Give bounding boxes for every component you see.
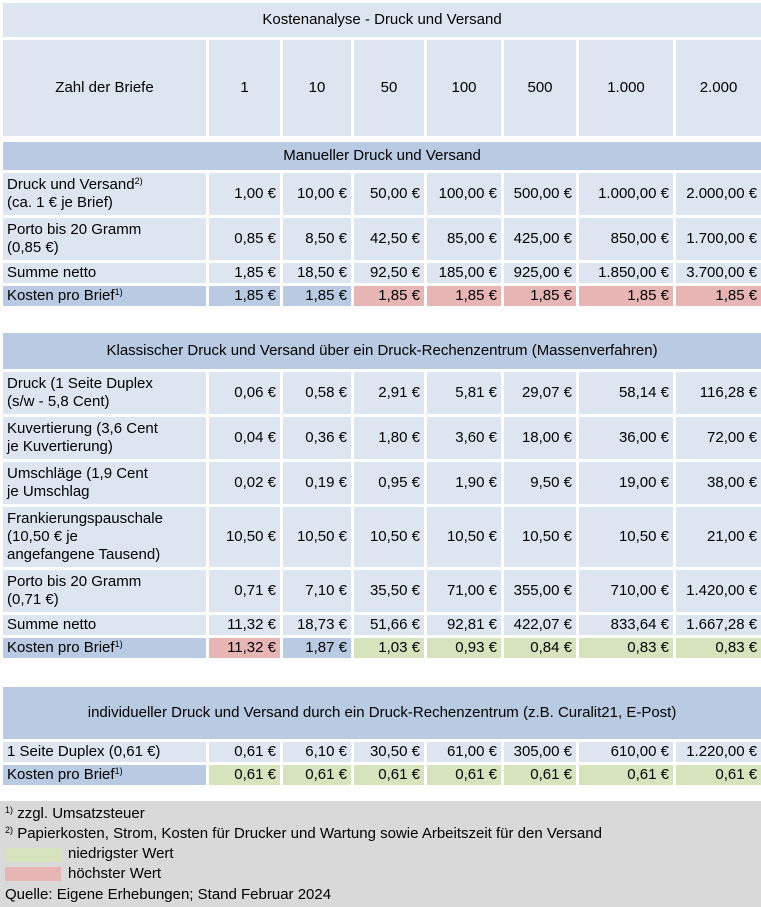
value-cell: 1.420,00 €	[676, 570, 761, 612]
value-cell: 610,00 €	[579, 742, 673, 762]
cost-value-cell: 1,85 €	[504, 286, 576, 306]
value-cell: 2.000,00 €	[676, 173, 761, 215]
page-title: Kostenanalyse - Druck und Versand	[3, 3, 761, 37]
table-row	[3, 417, 761, 459]
footnote-ref: 1)	[114, 766, 123, 776]
table-row	[3, 173, 761, 215]
row-label	[3, 218, 206, 260]
legend-lowest-swatch	[5, 848, 61, 862]
value-cell: 0,71 €	[209, 570, 280, 612]
value-cell: 3,60 €	[427, 417, 501, 459]
value-cell: 6,10 €	[283, 742, 351, 762]
cost-per-letter-label	[3, 638, 206, 658]
row-label	[3, 417, 206, 459]
section-classic	[0, 330, 761, 661]
cost-value-cell: 1,85 €	[209, 286, 280, 306]
value-cell: 1.000,00 €	[579, 173, 673, 215]
value-cell: 10,50 €	[579, 507, 673, 567]
cost-value-cell: 0,93 €	[427, 638, 501, 658]
row-label	[3, 742, 206, 762]
value-cell: 422,07 €	[504, 615, 576, 635]
value-cell: 9,50 €	[504, 462, 576, 504]
value-cell: 0,58 €	[283, 372, 351, 414]
row-label-line: (0,71 €)	[7, 591, 59, 608]
value-cell: 71,00 €	[427, 570, 501, 612]
value-cell: 1.667,28 €	[676, 615, 761, 635]
value-cell: 58,14 €	[579, 372, 673, 414]
value-cell: 18,00 €	[504, 417, 576, 459]
value-cell: 7,10 €	[283, 570, 351, 612]
table-row	[3, 372, 761, 414]
row-label	[3, 462, 206, 504]
letter-count-label: Zahl der Briefe	[3, 40, 206, 136]
section-title-individual: individueller Druck und Versand durch ein Druck-Rechenzentrum (z.B. Curalit21, E-Post)	[3, 687, 761, 739]
cost-value-cell: 0,84 €	[504, 638, 576, 658]
cost-value-cell: 1,85 €	[676, 286, 761, 306]
cost-value-cell: 0,61 €	[209, 765, 280, 785]
value-cell: 185,00 €	[427, 263, 501, 283]
section-title-manual: Manueller Druck und Versand	[3, 142, 761, 170]
table-row	[3, 507, 761, 567]
cost-per-letter-label	[3, 765, 206, 785]
footnote-ref: 1)	[114, 287, 123, 297]
footnote-2-mark: 2)	[5, 825, 14, 835]
header-table	[0, 0, 761, 139]
footnote-1-mark: 1)	[5, 805, 14, 815]
section-title-classic: Klassischer Druck und Versand über ein Druck-Rechenzentrum (Massenverfahren)	[3, 333, 761, 369]
footnotes	[0, 801, 761, 907]
value-cell: 10,50 €	[354, 507, 424, 567]
cost-value-cell: 0,61 €	[283, 765, 351, 785]
row-label-line: Porto bis 20 Gramm	[7, 221, 142, 238]
footnote-1-text: zzgl. Umsatzsteuer	[17, 805, 145, 822]
row-label-line: Druck und Versand	[7, 176, 135, 193]
value-cell: 305,00 €	[504, 742, 576, 762]
table-row	[3, 570, 761, 612]
cost-value-cell: 11,32 €	[209, 638, 280, 658]
row-label	[3, 173, 206, 215]
value-cell: 1.220,00 €	[676, 742, 761, 762]
value-cell: 10,50 €	[504, 507, 576, 567]
value-cell: 10,50 €	[283, 507, 351, 567]
count-50: 50	[354, 40, 424, 136]
count-1000: 1.000	[579, 40, 673, 136]
row-label-line: (ca. 1 € je Brief)	[7, 194, 113, 211]
cost-per-letter-label	[3, 286, 206, 306]
cost-value-cell: 1,87 €	[283, 638, 351, 658]
cost-value-cell: 0,61 €	[676, 765, 761, 785]
table-row	[3, 218, 761, 260]
value-cell: 0,85 €	[209, 218, 280, 260]
cost-value-cell: 0,61 €	[354, 765, 424, 785]
value-cell: 116,28 €	[676, 372, 761, 414]
value-cell: 29,07 €	[504, 372, 576, 414]
value-cell: 2,91 €	[354, 372, 424, 414]
value-cell: 35,50 €	[354, 570, 424, 612]
value-cell: 51,66 €	[354, 615, 424, 635]
value-cell: 72,00 €	[676, 417, 761, 459]
row-label-line: (10,50 € je	[7, 528, 78, 545]
table-row	[3, 462, 761, 504]
section-manual	[0, 139, 761, 309]
cost-value-cell: 0,61 €	[504, 765, 576, 785]
value-cell: 1,90 €	[427, 462, 501, 504]
value-cell: 36,00 €	[579, 417, 673, 459]
value-cell: 355,00 €	[504, 570, 576, 612]
row-label-line: Druck (1 Seite Duplex	[7, 375, 153, 392]
count-500: 500	[504, 40, 576, 136]
cost-per-letter-row	[3, 765, 761, 785]
row-label-line: angefangene Tausend)	[7, 546, 161, 563]
row-label	[3, 615, 206, 635]
cost-value-cell: 0,83 €	[579, 638, 673, 658]
cost-per-letter-text: Kosten pro Brief	[7, 766, 115, 783]
cost-value-cell: 1,85 €	[283, 286, 351, 306]
value-cell: 1,80 €	[354, 417, 424, 459]
value-cell: 10,50 €	[427, 507, 501, 567]
value-cell: 833,64 €	[579, 615, 673, 635]
cost-per-letter-row	[3, 286, 761, 306]
legend-highest-swatch	[5, 867, 61, 881]
value-cell: 500,00 €	[504, 173, 576, 215]
row-label-line: Porto bis 20 Gramm	[7, 573, 142, 590]
footnote-1	[5, 804, 145, 823]
row-label-line: Umschläge (1,9 Cent	[7, 465, 148, 482]
value-cell: 8,50 €	[283, 218, 351, 260]
value-cell: 1,00 €	[209, 173, 280, 215]
value-cell: 3.700,00 €	[676, 263, 761, 283]
cost-value-cell: 1,85 €	[579, 286, 673, 306]
section-individual	[0, 684, 761, 788]
value-cell: 1.700,00 €	[676, 218, 761, 260]
value-cell: 85,00 €	[427, 218, 501, 260]
value-cell: 0,19 €	[283, 462, 351, 504]
cost-per-letter-text: Kosten pro Brief	[7, 639, 115, 656]
value-cell: 50,00 €	[354, 173, 424, 215]
value-cell: 1.850,00 €	[579, 263, 673, 283]
value-cell: 21,00 €	[676, 507, 761, 567]
value-cell: 0,36 €	[283, 417, 351, 459]
row-label-line: Kuvertierung (3,6 Cent	[7, 420, 158, 437]
row-label	[3, 263, 206, 283]
cost-value-cell: 0,61 €	[427, 765, 501, 785]
legend-highest-label: höchster Wert	[68, 865, 162, 882]
value-cell: 0,04 €	[209, 417, 280, 459]
cost-per-letter-row	[3, 638, 761, 658]
value-cell: 0,61 €	[209, 742, 280, 762]
cost-value-cell: 1,03 €	[354, 638, 424, 658]
row-label-line: je Umschlag	[7, 483, 90, 500]
row-label-line: Frankierungspauschale	[7, 510, 163, 527]
cost-value-cell: 1,85 €	[354, 286, 424, 306]
row-label-line: (0,85 €)	[7, 239, 59, 256]
footnote-2	[5, 824, 602, 843]
cost-value-cell: 0,61 €	[579, 765, 673, 785]
table-row	[3, 742, 761, 762]
value-cell: 10,50 €	[209, 507, 280, 567]
source-note: Quelle: Eigene Erhebungen; Stand Februar 2024	[5, 886, 332, 903]
value-cell: 18,50 €	[283, 263, 351, 283]
value-cell: 11,32 €	[209, 615, 280, 635]
value-cell: 0,95 €	[354, 462, 424, 504]
count-10: 10	[283, 40, 351, 136]
row-label-line: 1 Seite Duplex (0,61 €)	[7, 743, 161, 760]
table-row	[3, 263, 761, 283]
value-cell: 61,00 €	[427, 742, 501, 762]
value-cell: 42,50 €	[354, 218, 424, 260]
value-cell: 100,00 €	[427, 173, 501, 215]
row-label	[3, 507, 206, 567]
table-row	[3, 615, 761, 635]
value-cell: 0,02 €	[209, 462, 280, 504]
row-label-line: (s/w - 5,8 Cent)	[7, 393, 110, 410]
value-cell: 92,81 €	[427, 615, 501, 635]
value-cell: 5,81 €	[427, 372, 501, 414]
footnote-ref: 1)	[114, 639, 123, 649]
count-1: 1	[209, 40, 280, 136]
row-label	[3, 570, 206, 612]
footnote-2-text: Papierkosten, Strom, Kosten für Drucker und Wartung sowie Arbeitszeit für den Versand	[17, 825, 602, 842]
value-cell: 19,00 €	[579, 462, 673, 504]
value-cell: 1,85 €	[209, 263, 280, 283]
count-100: 100	[427, 40, 501, 136]
cost-value-cell: 0,83 €	[676, 638, 761, 658]
count-2000: 2.000	[676, 40, 761, 136]
value-cell: 92,50 €	[354, 263, 424, 283]
value-cell: 710,00 €	[579, 570, 673, 612]
value-cell: 38,00 €	[676, 462, 761, 504]
cost-per-letter-text: Kosten pro Brief	[7, 287, 115, 304]
value-cell: 0,06 €	[209, 372, 280, 414]
cost-value-cell: 1,85 €	[427, 286, 501, 306]
row-label-line: Summe netto	[7, 616, 97, 633]
row-label	[3, 372, 206, 414]
value-cell: 18,73 €	[283, 615, 351, 635]
value-cell: 425,00 €	[504, 218, 576, 260]
value-cell: 925,00 €	[504, 263, 576, 283]
value-cell: 30,50 €	[354, 742, 424, 762]
legend-lowest-label: niedrigster Wert	[68, 845, 174, 862]
value-cell: 850,00 €	[579, 218, 673, 260]
row-label-line: je Kuvertierung)	[7, 438, 113, 455]
row-label-line: Summe netto	[7, 264, 97, 281]
value-cell: 10,00 €	[283, 173, 351, 215]
footnote-ref: 2)	[134, 176, 143, 186]
